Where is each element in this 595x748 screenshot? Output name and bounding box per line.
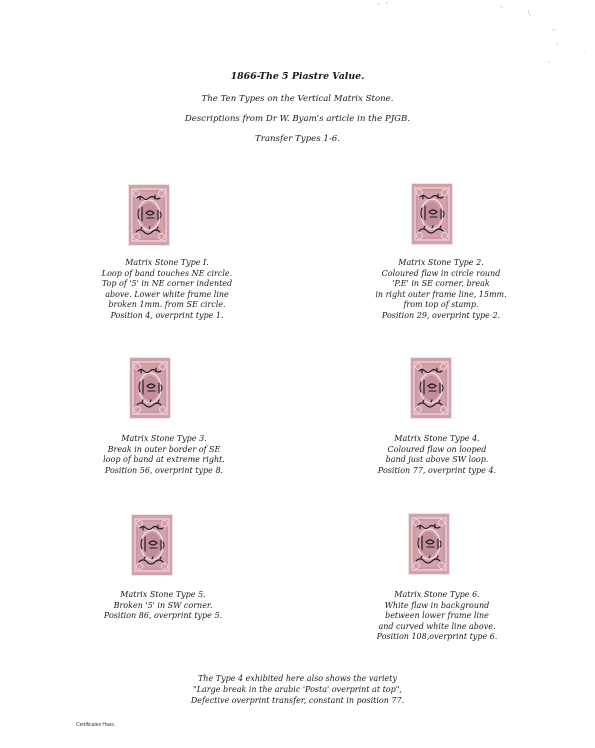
- caption-line: Position 77, overprint type 4.: [377, 465, 497, 475]
- caption-line: Position 56, overprint type 8.: [104, 465, 224, 475]
- stamp-caption-type-5: [104, 590, 222, 622]
- certificate-note: Certificates Hass.: [76, 722, 116, 728]
- stamp-design: [129, 185, 169, 245]
- page-title: 1866-The 5 Piastre Value.: [230, 71, 365, 82]
- variety-note-line: "Large break in the arabic 'Posta' overprint at top",: [193, 685, 402, 694]
- variety-note-line: The Type 4 exhibited here also shows the variety: [197, 674, 398, 683]
- stamp-image-type-4: [411, 358, 451, 418]
- caption-line: White flaw in background: [384, 600, 490, 610]
- caption-line: Matrix Stone Type 2.: [398, 258, 484, 267]
- stamp-design: [132, 515, 172, 575]
- caption-line: Position 4, overprint type 1.: [110, 310, 224, 320]
- variety-note: [0, 673, 595, 706]
- stamp-design: [130, 358, 170, 418]
- stamp-design: [411, 358, 451, 418]
- caption-line: Position 86, overprint type 5.: [103, 611, 223, 621]
- stamp-image-type-1: [129, 185, 169, 245]
- caption-line: between lower frame line: [385, 611, 489, 621]
- caption-line: loop of band at extreme right.: [103, 455, 225, 465]
- stamp-image-type-6: [409, 514, 449, 574]
- stamp-image-type-2: [412, 184, 452, 244]
- caption-line: Break in outer border of SE: [107, 444, 221, 454]
- caption-line: Matrix Stone Type 6.: [394, 590, 480, 599]
- caption-line: and curved white line above.: [378, 621, 496, 631]
- caption-line: from top of stamp.: [403, 300, 479, 310]
- caption-line: Position 108,overprint type 6.: [376, 632, 498, 642]
- caption-line: 'P.E' in SE corner, break: [392, 279, 490, 289]
- caption-line: Matrix Stone Type 5.: [120, 590, 206, 599]
- transfer-types-note: Transfer Types 1-6.: [255, 134, 340, 144]
- stamp-image-type-3: [130, 358, 170, 418]
- variety-note-line: Defective overprint transfer, constant in position 77.: [190, 696, 405, 705]
- caption-line: broken 1mm. from SE circle.: [108, 300, 226, 310]
- stamp-caption-type-4: [378, 434, 496, 476]
- caption-line: Coloured flaw on looped: [387, 444, 487, 454]
- caption-line: Coloured flaw in circle round: [381, 268, 501, 278]
- caption-line: Broken '5' in SW corner.: [113, 600, 213, 610]
- page-subtitle: The Ten Types on the Vertical Matrix Stone.: [201, 94, 394, 104]
- stamp-caption-type-3: [103, 434, 225, 476]
- caption-line: Top of '5' in NE corner indented: [101, 279, 233, 289]
- caption-line: above. Lower white frame line: [105, 289, 229, 299]
- stamp-caption-type-2: [375, 258, 506, 322]
- stamp-design: [412, 184, 452, 244]
- stamp-caption-type-6: [377, 590, 498, 643]
- source-note: Descriptions from Dr W. Byam's article in the PJGB.: [184, 114, 411, 124]
- stamp-design: [409, 514, 449, 574]
- caption-line: Matrix Stone Type I.: [125, 258, 209, 267]
- caption-line: Position 29, overprint type 2.: [381, 310, 501, 320]
- stamp-image-type-5: [132, 515, 172, 575]
- caption-line: band just above SW loop.: [385, 455, 489, 465]
- stamp-caption-type-1: [102, 258, 232, 322]
- caption-line: in right outer frame line, 15mm.: [375, 289, 507, 299]
- caption-line: Loop of band touches NE circle.: [101, 268, 233, 278]
- caption-line: Matrix Stone Type 3.: [121, 434, 207, 443]
- caption-line: Matrix Stone Type 4.: [394, 434, 480, 443]
